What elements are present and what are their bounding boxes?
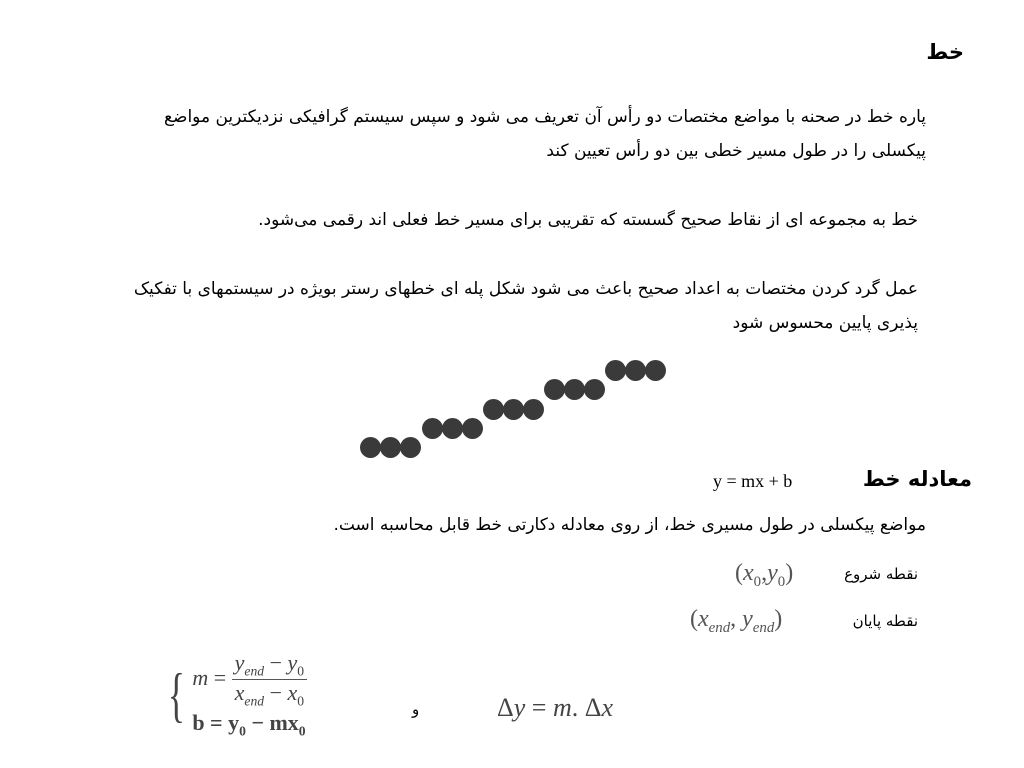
- pixel-dot: [483, 399, 504, 420]
- pixel-dot: [400, 437, 421, 458]
- slope-intercept-system: { m = $\frac{y_{end} - y_0}{x_{end} - x_0}$ $b = y_0 - mx_0$: [167, 650, 306, 739]
- and-connector: و: [412, 700, 420, 718]
- pixel-dot: [462, 418, 483, 439]
- end-point-label: نقطه پایان: [852, 612, 918, 630]
- paragraph-rounding-staircase: عمل گرد کردن مختصات به اعداد صحیح باعث می شود شکل پله ای خطهای رستر بویژه در سیستمهای با تفکیک پذیری پایین محسوس شود: [133, 279, 918, 333]
- pixel-dot: [503, 399, 524, 420]
- pixel-dot: [605, 360, 626, 381]
- paragraph-line-definition: پاره خط در صحنه با مواضع مختصات دو رأس آن تعریف می شود و سپس سیستم گرافیکی نزدیکترین مواضع پیکسلی را در طول مسیر خطی بین دو رأس تعیین کند: [163, 107, 926, 161]
- start-point-label: نقطه شروع: [844, 565, 918, 583]
- staircase-pixel-illustration: [350, 355, 680, 465]
- delta-y-equation: Δy = m. Δx: [497, 693, 614, 722]
- pixel-dot: [544, 379, 565, 400]
- pixel-dot: [442, 418, 463, 439]
- equation-description: مواضع پیکسلی در طول مسیری خط، از روی معادله دکارتی خط قابل محاسبه است.: [333, 515, 926, 535]
- end-point-math: ($x_{end}$, $y_{end}$): [690, 606, 783, 636]
- start-point-math: $(x_0,y_0)$: [735, 560, 794, 590]
- line-equation: y = mx + b: [713, 471, 793, 491]
- pixel-dot: [625, 360, 646, 381]
- paragraph-line-discretization: خط به مجموعه ای از نقاط صحیح گسسته که تقریبی برای مسیر خط فعلی اند رقمی می‌شود.: [258, 210, 918, 230]
- pixel-dot: [645, 360, 666, 381]
- equation-section-title: معادله خط: [862, 467, 972, 491]
- pixel-dot: [523, 399, 544, 420]
- section-heading-line: خط: [926, 40, 964, 64]
- pixel-dot: [360, 437, 381, 458]
- pixel-dot: [422, 418, 443, 439]
- pixel-dot: [584, 379, 605, 400]
- pixel-dot: [380, 437, 401, 458]
- pixel-dot: [564, 379, 585, 400]
